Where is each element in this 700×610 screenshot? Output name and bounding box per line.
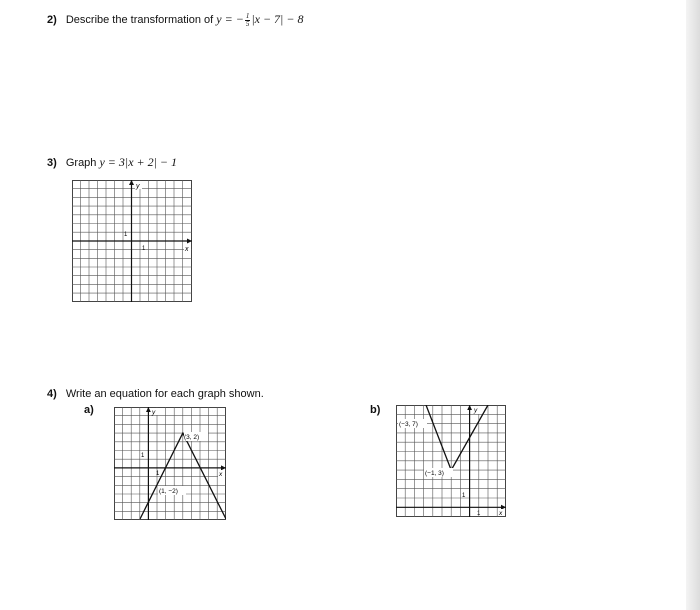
question-4-text: Write an equation for each graph shown. [65,388,264,400]
graph-q3-x-label: x [185,246,189,253]
graph-q3 [72,180,192,302]
question-2-equation: y = − $\frac{1}{5}$ |x − 7| − 8 [216,11,304,28]
graph-q4b-x-label: x [499,510,503,517]
question-3 [47,155,177,170]
graph-q3-y-label: y [136,183,140,190]
question-2-text: Describe the transformation of [65,14,214,26]
graph-q4a-grid [114,407,226,520]
graph-q4a-y-label: y [152,409,156,416]
question-4-number: 4) [47,388,57,400]
fraction-one-fifth: $\frac{1}{5}$ [245,11,250,28]
graph-q3-tick-y: 1 [124,232,128,238]
graph-q4a [114,407,226,520]
graph-q4b-point-vertex: (−1, 3) [425,470,444,477]
question-3-equation: y = 3|x + 2| − 1 [99,155,178,169]
graph-q4b-tick-y: 1 [462,493,466,499]
page-edge-shadow [686,0,700,610]
question-2 [47,12,303,28]
question-4 [47,388,264,400]
graph-q4b [396,405,506,517]
graph-q4b-y-label: y [474,407,478,414]
question-4b-label: b) [370,404,381,416]
graph-q4b-point-upper: (−3, 7) [399,421,418,428]
graph-q4a-x-label: x [219,471,223,478]
graph-q4b-tick-x: 1 [477,511,481,517]
question-4a-label: a) [84,404,94,416]
question-3-number: 3) [47,157,57,169]
question-2-number: 2) [47,14,57,26]
graph-q3-tick-x: 1 [142,246,146,252]
graph-q4a-point-lower: (1, −2) [159,488,178,495]
graph-q4a-tick-y: 1 [141,453,145,459]
graph-q4a-tick-x: 1 [156,471,160,477]
question-3-text: Graph [65,157,97,169]
graph-q4a-point-vertex: (3, 2) [184,434,200,441]
